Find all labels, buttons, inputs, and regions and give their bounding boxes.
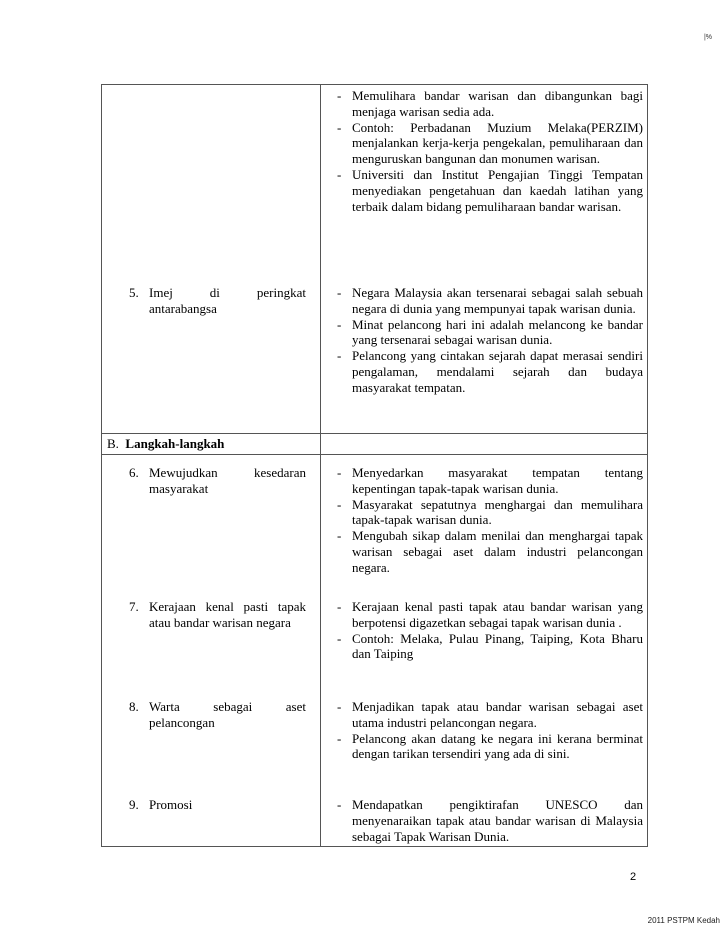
row-divider [102, 454, 647, 455]
bullet-item: - Kerajaan kenal pasti tapak atau bandar warisan yang berpotensi digazetkan sebagai tapak warisan dunia . [337, 599, 643, 630]
bullet-item: - Minat pelancong hari ini adalah melancong ke bandar yang tersenarai sebagai warisan dunia. [337, 316, 643, 348]
bullet-item: - Menyedarkan masyarakat tempatan tentang kepentingan tapak-tapak warisan dunia. [337, 465, 643, 496]
bullet-item: - Contoh: Melaka, Pulau Pinang, Taiping, Kota Bharu dan Taiping [337, 630, 643, 662]
bullet-item: - Memulihara bandar warisan dan dibangunkan bagi menjaga warisan sedia ada. [337, 88, 643, 119]
bullet-list [320, 285, 649, 396]
list-item: 5. Imej di peringkat antarabangsa [129, 285, 306, 316]
list-item: 7. Kerajaan kenal pasti tapak atau bandar warisan negara [129, 599, 306, 630]
list-item: 8. Warta sebagai aset pelancongan [129, 699, 306, 730]
page-number: 2 [630, 871, 637, 883]
bullet-list [320, 699, 649, 762]
bullet-list [320, 465, 649, 576]
list-item: 9. Promosi [129, 797, 193, 812]
bullet-item: - Pelancong yang cintakan sejarah dapat merasai sendiri pengalaman, mendalami sejarah dan budaya masyarakat tempatan. [337, 348, 643, 395]
row-divider [102, 433, 647, 434]
bullet-item: - Mengubah sikap dalam menilai dan menghargai tapak warisan sebagai aset dalam industri pelancongan negara. [337, 528, 643, 575]
footer-text: 2011 PSTPM Kedah [647, 916, 720, 925]
bullet-list [320, 599, 649, 662]
bullet-item: - Contoh: Perbadanan Muzium Melaka(PERZIM) menjalankan kerja-kerja pengekalan, pemuliharaan dan menguruskan bangunan dan monumen warisan. [337, 119, 643, 167]
list-item: 6. Mewujudkan kesedaran masyarakat [129, 465, 306, 496]
bullet-item: - Menjadikan tapak atau bandar warisan sebagai aset utama industri pelancongan negara. [337, 699, 643, 730]
bullet-item: - Universiti dan Institut Pengajian Tinggi Tempatan menyediakan pengetahuan dan kaedah latihan yang terbaik dalam bidang pemuliharaan bandar warisan. [337, 166, 643, 214]
bullet-list [320, 797, 649, 844]
bullet-item: - Pelancong akan datang ke negara ini kerana berminat dengan tarikan tersendiri yang ada di sini. [337, 730, 643, 762]
bullet-item: - Negara Malaysia akan tersenarai sebagai salah sebuah negara di dunia yang mempunyai tapak warisan dunia. [337, 285, 643, 316]
bullet-item: - Mendapatkan pengiktirafan UNESCO dan menyenaraikan tapak atau bandar warisan di Malaysia sebagai Tapak Warisan Dunia. [337, 797, 643, 844]
bullet-item: - Masyarakat sepatutnya menghargai dan memulihara tapak-tapak warisan dunia. [337, 496, 643, 528]
content-table [101, 84, 648, 847]
corner-mark: |% [703, 34, 712, 41]
section-title: B. Langkah-langkah [107, 436, 225, 451]
bullet-list [320, 88, 649, 214]
